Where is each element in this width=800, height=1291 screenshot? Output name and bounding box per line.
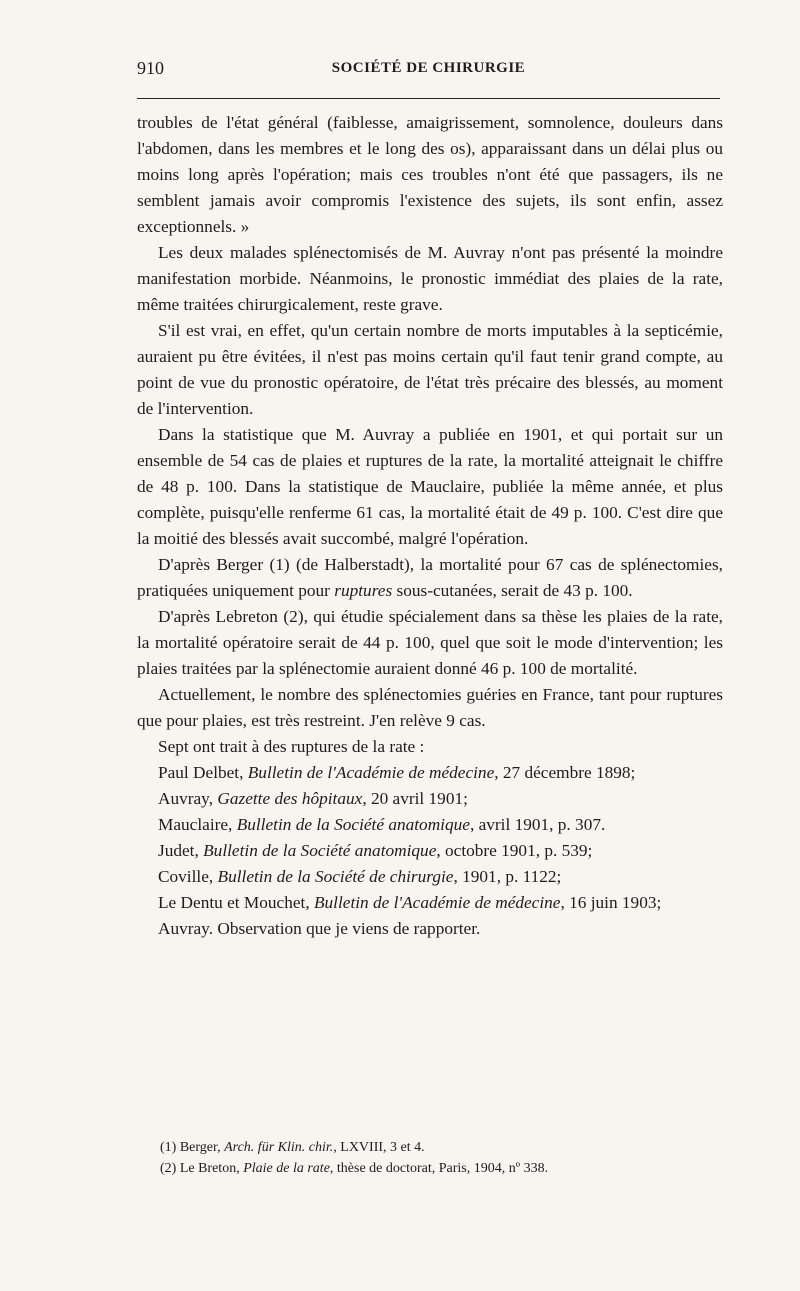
header-rule — [137, 98, 720, 99]
footnotes — [160, 1137, 720, 1179]
footnote-rest: , LXVIII, 3 et 4. — [333, 1140, 425, 1155]
reference-author: Auvray, — [158, 789, 218, 808]
page-number: 910 — [137, 58, 164, 78]
paragraph-4: Dans la statistique que M. Auvray a publiée en 1901, et qui portait sur un ensemble de 54 cas de plaies et ruptures de la rate, la mortalité atteignait le chiffre de 48 p. 100. Dans la statistique de Mauclaire, publiée la même année, et plus complète, puisqu'elle renferme 61 cas, la mortalité était de 49 p. 100. C'est dire que la moitié des blessés avait succombé, malgré l'opération. — [137, 425, 723, 548]
reference-journal: Bulletin de l'Académie de médecine — [247, 763, 495, 782]
footnote-italic: Arch. für Klin. chir. — [224, 1140, 334, 1155]
paragraph-5-text: D'après Berger (1) (de Halberstadt), la mortalité pour 67 cas de splénectomies, pratiquées uniquement pour — [137, 555, 723, 600]
paragraph-5-text-end: sous-cutanées, serait de 43 p. 100. — [392, 581, 633, 600]
paragraph-5 — [137, 552, 723, 604]
paragraph-8: Sept ont trait à des ruptures de la rate : — [158, 737, 425, 756]
footnote-1 — [160, 1137, 720, 1158]
reference-author: Coville, — [158, 867, 218, 886]
reference-item — [137, 890, 723, 916]
reference-journal: Bulletin de la Société de chirurgie — [217, 867, 454, 886]
reference-details: , 20 avril 1901; — [362, 789, 468, 808]
reference-item — [137, 760, 723, 786]
paragraph-3: S'il est vrai, en effet, qu'un certain nombre de morts imputables à la septicémie, auraient pu être évitées, il n'est pas moins certain qu'il faut tenir grand compte, au point de vue du pronostic opératoire, de l'état très précaire des blessés, au moment de l'intervention. — [137, 321, 723, 418]
reference-author: Paul Delbet, — [158, 763, 248, 782]
reference-author: Judet, — [158, 841, 204, 860]
reference-details: , 1901, p. 1122; — [453, 867, 562, 886]
footnote-lead: (2) Le Breton, — [160, 1161, 244, 1176]
reference-author: Mauclaire, — [158, 815, 237, 834]
footnote-rest: , thèse de doctorat, Paris, 1904, nº 338. — [329, 1161, 549, 1176]
paragraph-5-italic: ruptures — [334, 581, 393, 600]
paragraph-1: troubles de l'état général (faiblesse, amaigrissement, somnolence, douleurs dans l'abdomen, dans les membres et le long des os), apparaissant dans un délai plus ou moins long après l'opération; mais ces troubles n'ont été que passagers, ils ne semblent jamais avoir compromis l'existence des sujets, ils sont enfin, assez exceptionnels. » — [137, 113, 723, 236]
paragraph-6: D'après Lebreton (2), qui étudie spécialement dans sa thèse les plaies de la rate, la mortalité opératoire serait de 44 p. 100, quel que soit le mode d'intervention; les plaies traitées par la splénectomie auraient donné 46 p. 100 de mortalité. — [137, 607, 723, 678]
footnote-2 — [160, 1158, 720, 1179]
reference-item — [137, 838, 723, 864]
page-header — [137, 58, 720, 84]
reference-details: , avril 1901, p. 307. — [469, 815, 606, 834]
reference-author: Le Dentu et Mouchet, — [158, 893, 314, 912]
paragraph-7: Actuellement, le nombre des splénectomies guéries en France, tant pour ruptures que pour plaies, est très restreint. J'en relève 9 cas. — [137, 685, 723, 730]
footnote-italic: Plaie de la rate — [243, 1161, 330, 1176]
reference-item — [137, 812, 723, 838]
paragraph-9: Auvray. Observation que je viens de rapporter. — [158, 919, 481, 938]
reference-journal: Bulletin de la Société anatomique — [203, 841, 437, 860]
reference-details: , 16 juin 1903; — [560, 893, 662, 912]
body-text — [137, 110, 723, 942]
reference-details: , octobre 1901, p. 539; — [436, 841, 593, 860]
reference-item — [137, 864, 723, 890]
footnote-lead: (1) Berger, — [160, 1140, 225, 1155]
reference-journal: Bulletin de la Société anatomique — [236, 815, 470, 834]
reference-journal: Bulletin de l'Académie de médecine — [313, 893, 561, 912]
reference-details: , 27 décembre 1898; — [494, 763, 636, 782]
reference-item — [137, 786, 723, 812]
paragraph-2: Les deux malades splénectomisés de M. Auvray n'ont pas présenté la moindre manifestation morbide. Néanmoins, le pronostic immédiat des plaies de la rate, même traitées chirurgicalement, reste grave. — [137, 243, 723, 314]
running-head: SOCIÉTÉ DE CHIRURGIE — [331, 60, 526, 76]
reference-journal: Gazette des hôpitaux — [217, 789, 363, 808]
